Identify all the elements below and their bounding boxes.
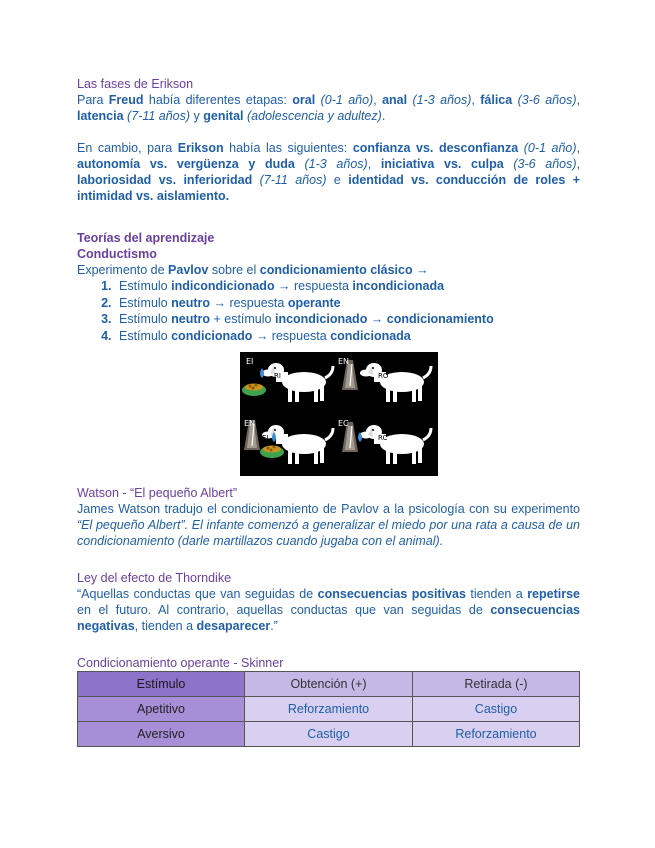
table-header-row — [78, 672, 580, 697]
label-ei: EI — [246, 357, 254, 366]
label-en-1: EN — [338, 357, 350, 366]
table-header-cell: Retirada (-) — [413, 672, 580, 697]
skinner-section — [77, 655, 580, 747]
list-item: 3. Estímulo neutro + estímulo incondicionado → condicionamiento — [115, 311, 580, 328]
table-row-header: Apetitivo — [78, 697, 245, 722]
label-ei-2: EI — [262, 434, 269, 442]
pavlov-illustration — [240, 352, 438, 476]
panel-en-ro — [338, 357, 431, 402]
watson-section — [77, 485, 580, 549]
label-ri: RI — [274, 372, 281, 380]
erikson-section — [77, 76, 580, 204]
panel-en-ei — [244, 419, 333, 464]
watson-title: Watson - “El pequeño Albert” — [77, 486, 238, 500]
skinner-table — [77, 671, 580, 747]
label-ec: EC — [338, 419, 349, 428]
table-cell: Reforzamiento — [413, 722, 580, 747]
erikson-title: Las fases de Erikson — [77, 77, 194, 91]
conductismo-subtitle: Conductismo — [77, 247, 157, 261]
panel-ec-rc — [338, 419, 431, 464]
pavlov-list — [77, 278, 580, 344]
thorndike-paragraph: “Aquellas conductas que van seguidas de consecuencias positivas tienden a repetirse en el futuro. Al contrario, aquellas conductas que van seguidas de consecuencias negativas, tienden a desaparecer.” — [77, 587, 580, 633]
pavlov-intro: Experimento de Pavlov sobre el condicionamiento clásico → — [77, 263, 429, 277]
pavlov-dogs-image — [240, 352, 438, 476]
aprendizaje-title: Teorías del aprendizaje — [77, 231, 215, 245]
label-rc: RC — [378, 434, 388, 442]
table-header-cell: Estímulo — [78, 672, 245, 697]
label-ro: RO — [378, 372, 389, 380]
table-row-header: Aversivo — [78, 722, 245, 747]
erikson-paragraph: En cambio, para Erikson había las siguientes: confianza vs. desconfianza (0-1 año), autonomía vs. vergüenza y duda (1-3 años), iniciativa vs. culpa (3-6 años), laboriosidad vs. inferioridad (7-11 años) e identidad vs. conducción de roles + intimidad vs. aislamiento. — [77, 141, 580, 203]
skinner-title: Condicionamiento operante - Skinner — [77, 656, 284, 670]
table-cell: Castigo — [413, 697, 580, 722]
list-item: 2. Estímulo neutro → respuesta operante — [115, 295, 580, 312]
thorndike-section — [77, 570, 580, 634]
table-cell: Reforzamiento — [245, 697, 413, 722]
list-item: 4. Estímulo condicionado → respuesta condicionada — [115, 328, 580, 345]
aprendizaje-section — [77, 230, 580, 344]
table-cell: Castigo — [245, 722, 413, 747]
panel-ei-ri — [242, 357, 333, 402]
list-item: 1. Estímulo indicondicionado → respuesta incondicionada — [115, 278, 580, 295]
table-row — [78, 697, 580, 722]
table-row — [78, 722, 580, 747]
freud-paragraph: Para Freud había diferentes etapas: oral (0-1 año), anal (1-3 años), fálica (3-6 años), latencia (7-11 años) y genital (adolescencia y adultez). — [77, 93, 580, 123]
table-header-cell: Obtención (+) — [245, 672, 413, 697]
watson-paragraph: James Watson tradujo el condicionamiento de Pavlov a la psicología con su experimento “El pequeño Albert”. El infante comenzó a generalizar el miedo por una rata a causa de un condicionamiento (darle martillazos cuando jugaba con el animal). — [77, 502, 580, 548]
thorndike-title: Ley del efecto de Thorndike — [77, 571, 232, 585]
label-en-2: EN — [244, 419, 256, 428]
